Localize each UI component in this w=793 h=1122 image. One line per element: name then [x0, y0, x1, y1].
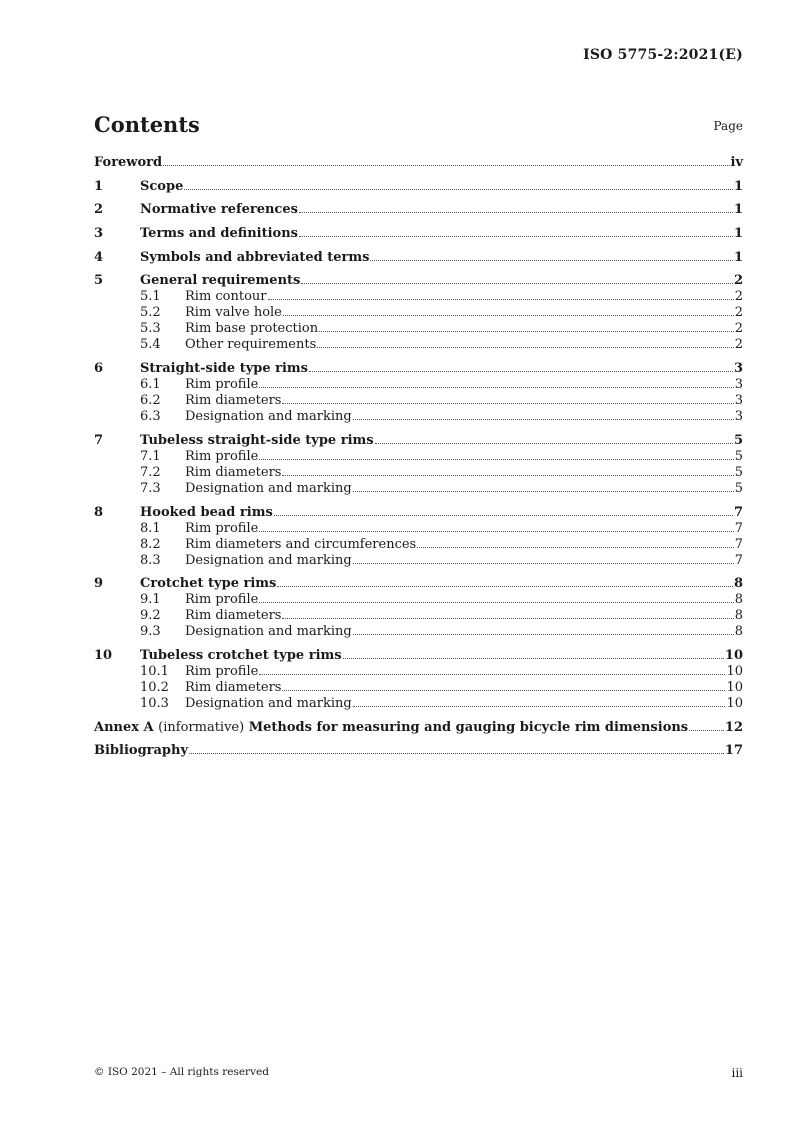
dot-leader — [274, 514, 733, 516]
toc-entry-number: 7.1 — [140, 448, 161, 464]
toc-entry-clause-2[interactable] — [94, 202, 743, 218]
toc-entry-subclause-10-1[interactable] — [94, 664, 743, 680]
toc-entry-page: 7 — [734, 536, 743, 552]
toc-entry-page: 8 — [734, 608, 743, 624]
toc-entry-title — [94, 720, 688, 736]
toc-entry-title: Straight-side type rims — [140, 361, 308, 377]
toc-entry-number: 6.1 — [140, 377, 161, 393]
toc-entry-number: 9.3 — [140, 624, 161, 640]
dot-leader — [282, 474, 733, 476]
toc-entry-page: 3 — [734, 409, 743, 425]
toc-entry-foreword[interactable] — [94, 155, 743, 171]
toc-entry-title: Rim profile — [185, 663, 259, 679]
toc-entry-title: Bibliography — [94, 743, 189, 759]
toc-entry-title: Rim diameters — [185, 679, 282, 695]
toc-entry-clause-1[interactable] — [94, 179, 743, 195]
toc-entry-page: 2 — [734, 289, 743, 305]
toc-entry-title: Rim contour — [185, 289, 267, 305]
toc-entry-subclause-7-3[interactable] — [94, 481, 743, 497]
toc-entry-number: 6.3 — [140, 409, 161, 425]
toc-entry-number: 7 — [94, 432, 104, 448]
dot-leader — [309, 370, 733, 372]
copyright-notice: © ISO 2021 – All rights reserved — [94, 1066, 269, 1078]
toc-entry-page: iv — [730, 155, 743, 170]
toc-entry-title: Rim diameters and circumferences — [185, 536, 417, 552]
toc-entry-page: 12 — [724, 719, 743, 735]
dot-leader — [301, 282, 733, 284]
toc-entry-title: Rim profile — [185, 592, 259, 608]
toc-entry-page: 1 — [733, 178, 743, 194]
toc-entry-page: 3 — [733, 361, 743, 377]
toc-entry-title: Rim profile — [185, 377, 259, 393]
toc-entry-page: 10 — [726, 679, 743, 695]
toc-entry-number: 5.4 — [140, 337, 161, 353]
table-of-contents — [94, 155, 743, 759]
toc-entry-number: 7.2 — [140, 464, 161, 480]
toc-entry-number: 8.3 — [140, 552, 161, 568]
toc-entry-number: 10.1 — [140, 663, 169, 679]
toc-entry-page: 8 — [734, 592, 743, 608]
toc-entry-subclause-5-4[interactable] — [94, 337, 743, 353]
page-footer — [94, 1066, 743, 1080]
toc-entry-clause-4[interactable] — [94, 250, 743, 266]
toc-entry-title: Rim profile — [185, 520, 259, 536]
toc-entry-number: 9 — [94, 576, 104, 592]
toc-entry-subclause-6-1[interactable] — [94, 377, 743, 393]
toc-entry-number: 10.2 — [140, 679, 169, 695]
toc-entry-number: 10 — [94, 647, 113, 663]
toc-entry-clause-6[interactable] — [94, 361, 743, 377]
toc-entry-number: 3 — [94, 226, 104, 242]
annex-label: Annex A — [94, 719, 154, 735]
page-number: iii — [731, 1066, 743, 1080]
toc-entry-title: Designation and marking — [185, 552, 352, 568]
toc-entry-clause-5[interactable] — [94, 273, 743, 289]
dot-leader — [317, 346, 733, 348]
dot-leader — [189, 752, 724, 754]
toc-entry-page: 5 — [733, 432, 743, 448]
toc-entry-title: Scope — [140, 178, 184, 194]
toc-entry-title: Symbols and abbreviated terms — [140, 249, 370, 265]
dot-leader — [353, 490, 734, 492]
toc-entry-page: 8 — [734, 624, 743, 640]
toc-entry-page: 10 — [724, 647, 743, 663]
toc-entry-subclause-10-2[interactable] — [94, 680, 743, 696]
toc-entry-number: 10.3 — [140, 695, 169, 711]
toc-entry-title: Rim diameters — [185, 608, 282, 624]
toc-entry-title: General requirements — [140, 273, 301, 289]
toc-entry-subclause-5-3[interactable] — [94, 321, 743, 337]
dot-leader — [375, 442, 733, 444]
toc-entry-title: Designation and marking — [185, 480, 352, 496]
dot-leader — [282, 402, 733, 404]
toc-entry-number: 6.2 — [140, 393, 161, 409]
dot-leader — [259, 601, 733, 603]
toc-entry-title: Rim profile — [185, 448, 259, 464]
toc-entry-subclause-8-3[interactable] — [94, 553, 743, 569]
dot-leader — [184, 188, 733, 190]
dot-leader — [319, 330, 734, 332]
annex-title: Methods for measuring and gauging bicycle rim dimensions — [248, 719, 689, 735]
dot-leader — [343, 657, 724, 659]
toc-entry-subclause-10-3[interactable] — [94, 696, 743, 712]
contents-header — [94, 112, 743, 136]
toc-entry-title: Terms and definitions — [140, 226, 298, 242]
toc-entry-page: 5 — [734, 448, 743, 464]
toc-entry-page: 8 — [733, 576, 743, 592]
toc-entry-page: 1 — [733, 202, 743, 218]
toc-entry-number: 9.1 — [140, 592, 161, 608]
toc-entry-subclause-5-1[interactable] — [94, 289, 743, 305]
toc-entry-clause-9[interactable] — [94, 576, 743, 592]
toc-entry-number: 7.3 — [140, 480, 161, 496]
toc-entry-page: 2 — [734, 321, 743, 337]
toc-entry-page: 7 — [734, 552, 743, 568]
toc-entry-page: 2 — [734, 305, 743, 321]
toc-entry-number: 6 — [94, 361, 104, 377]
toc-entry-title: Designation and marking — [185, 409, 352, 425]
toc-entry-subclause-5-2[interactable] — [94, 305, 743, 321]
toc-entry-subclause-9-1[interactable] — [94, 592, 743, 608]
dot-leader — [299, 211, 733, 213]
toc-entry-page: 7 — [733, 504, 743, 520]
toc-entry-page: 1 — [733, 249, 743, 265]
dot-leader — [299, 235, 733, 237]
dot-leader — [353, 418, 734, 420]
toc-entry-number: 2 — [94, 202, 104, 218]
toc-entry-title: Foreword — [94, 155, 163, 170]
dot-leader — [283, 314, 734, 316]
toc-entry-page: 3 — [734, 377, 743, 393]
dot-leader — [689, 729, 724, 731]
dot-leader — [370, 259, 732, 261]
toc-entry-bibliography[interactable] — [94, 743, 743, 759]
toc-entry-subclause-6-3[interactable] — [94, 409, 743, 425]
toc-entry-subclause-8-1[interactable] — [94, 521, 743, 537]
toc-entry-page: 10 — [726, 695, 743, 711]
toc-entry-subclause-7-2[interactable] — [94, 465, 743, 481]
dot-leader — [259, 673, 725, 675]
toc-entry-page: 3 — [734, 393, 743, 409]
toc-entry-number: 8.1 — [140, 520, 161, 536]
toc-entry-title: Other requirements — [185, 337, 317, 353]
toc-entry-title: Rim base protection — [185, 321, 319, 337]
dot-leader — [259, 458, 733, 460]
toc-entry-page: 1 — [733, 226, 743, 242]
toc-entry-clause-7[interactable] — [94, 433, 743, 449]
toc-entry-subclause-9-3[interactable] — [94, 624, 743, 640]
toc-entry-number: 5 — [94, 273, 104, 289]
toc-entry-title: Tubeless crotchet type rims — [140, 647, 342, 663]
dot-leader — [353, 633, 734, 635]
toc-entry-number: 5.1 — [140, 289, 161, 305]
dot-leader — [163, 164, 729, 166]
toc-entry-title: Designation and marking — [185, 695, 352, 711]
dot-leader — [268, 298, 734, 300]
page-column-label: Page — [713, 119, 743, 133]
annex-kind: (informative) — [158, 719, 245, 735]
toc-clauses — [94, 179, 743, 712]
toc-entry-page: 5 — [734, 464, 743, 480]
toc-entry-title: Designation and marking — [185, 624, 352, 640]
toc-entry-number: 5.3 — [140, 321, 161, 337]
toc-entry-number: 1 — [94, 178, 104, 194]
toc-entry-title: Crotchet type rims — [140, 576, 277, 592]
toc-entry-clause-3[interactable] — [94, 226, 743, 242]
toc-entry-title: Normative references — [140, 202, 298, 218]
toc-entry-page: 17 — [724, 743, 743, 759]
dot-leader — [282, 689, 725, 691]
toc-entry-number: 8.2 — [140, 536, 161, 552]
toc-entry-number: 4 — [94, 249, 104, 265]
toc-entry-subclause-9-2[interactable] — [94, 608, 743, 624]
dot-leader — [259, 530, 733, 532]
toc-entry-clause-10[interactable] — [94, 648, 743, 664]
toc-entry-title: Hooked bead rims — [140, 504, 273, 520]
toc-entry-number: 8 — [94, 504, 104, 520]
dot-leader — [353, 562, 734, 564]
toc-entry-number: 9.2 — [140, 608, 161, 624]
toc-entry-page: 2 — [734, 337, 743, 353]
toc-entry-number: 5.2 — [140, 305, 161, 321]
toc-entry-page: 7 — [734, 520, 743, 536]
toc-entry-subclause-8-2[interactable] — [94, 537, 743, 553]
toc-entry-page: 5 — [734, 480, 743, 496]
dot-leader — [353, 705, 726, 707]
toc-entry-subclause-6-2[interactable] — [94, 393, 743, 409]
toc-entry-title: Tubeless straight-side type rims — [140, 432, 374, 448]
toc-entry-title: Rim valve hole — [185, 305, 282, 321]
toc-entry-clause-8[interactable] — [94, 505, 743, 521]
toc-entry-page: 10 — [726, 663, 743, 679]
document-id: ISO 5775-2:2021(E) — [583, 47, 743, 63]
dot-leader — [259, 386, 733, 388]
dot-leader — [282, 617, 733, 619]
toc-entry-page: 2 — [733, 273, 743, 289]
page-title: Contents — [94, 112, 200, 137]
toc-entry-subclause-7-1[interactable] — [94, 449, 743, 465]
toc-entry-title: Rim diameters — [185, 464, 282, 480]
toc-entry-title: Rim diameters — [185, 393, 282, 409]
dot-leader — [417, 546, 733, 548]
toc-entry-annex-a[interactable] — [94, 720, 743, 736]
dot-leader — [277, 585, 733, 587]
